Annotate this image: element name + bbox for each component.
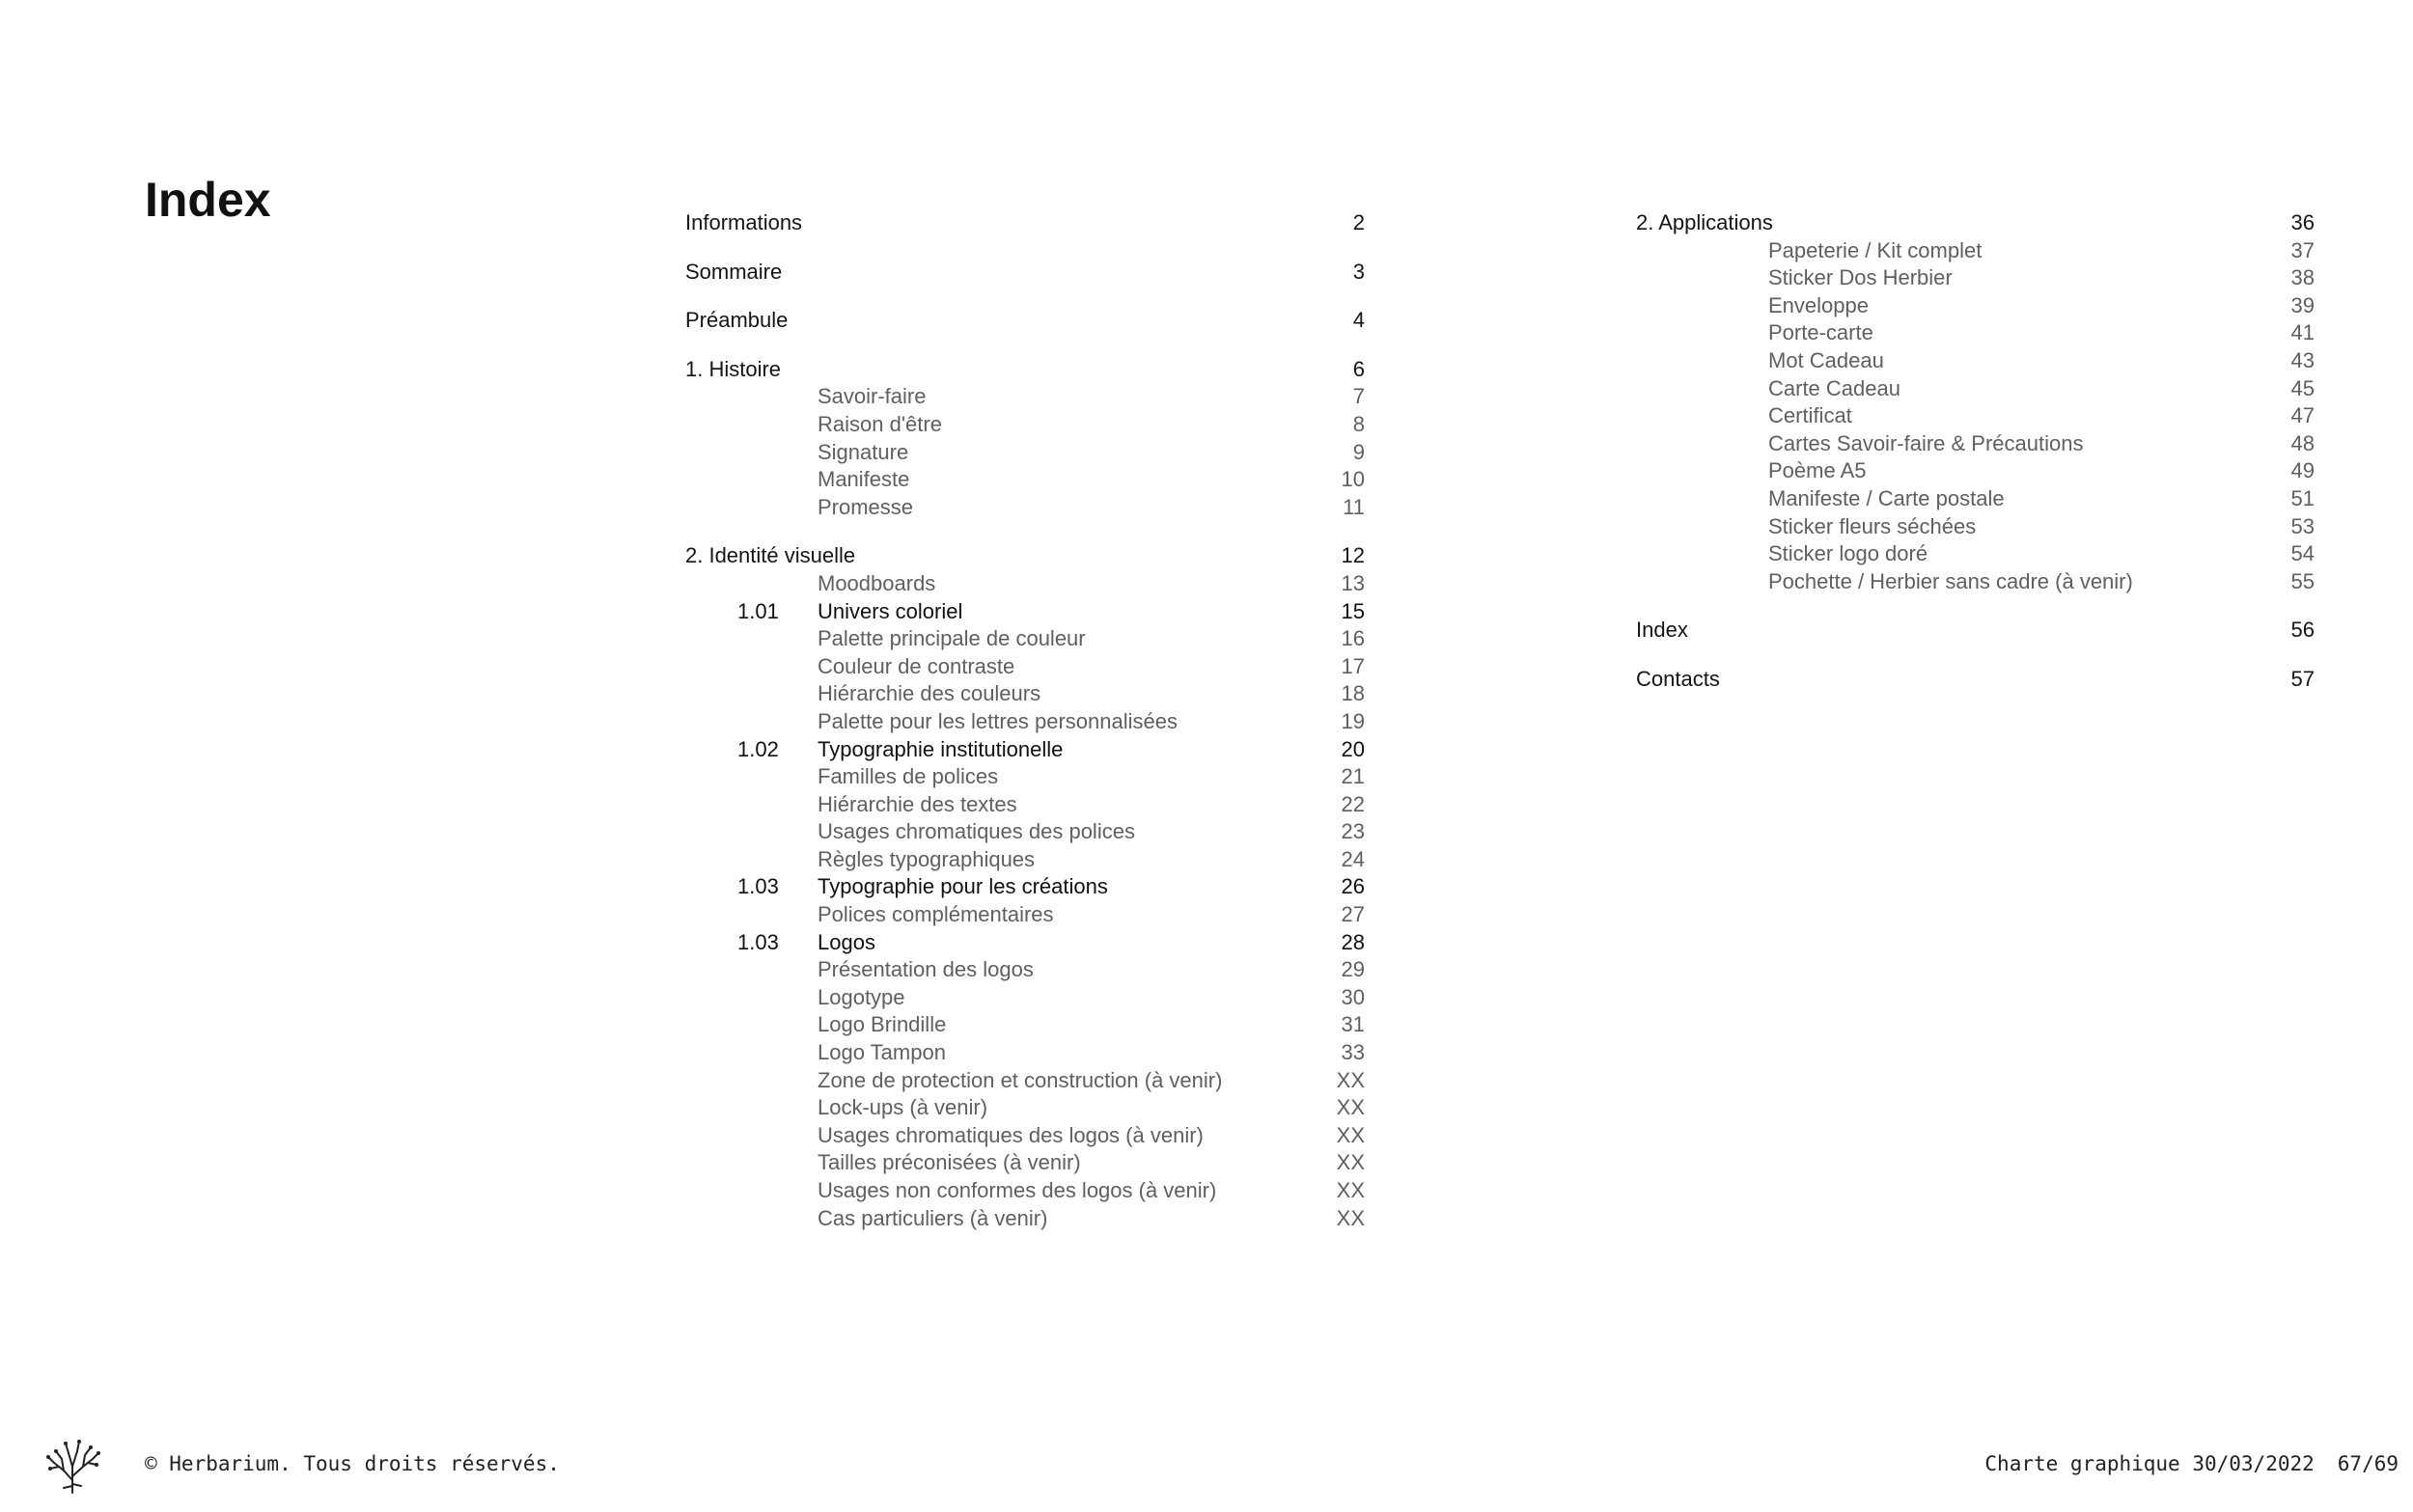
toc-entry — [685, 1094, 1365, 1122]
toc-entry-page: 21 — [1341, 764, 1365, 789]
toc-entry-label: Cartes Savoir-faire & Précautions — [1768, 430, 2084, 455]
herbarium-branch-icon — [42, 1438, 102, 1494]
footer-meta — [1984, 1452, 2399, 1475]
toc-entry — [1636, 402, 2315, 430]
toc-entry — [685, 929, 1365, 957]
toc-entry — [685, 791, 1365, 819]
toc-entry-label: 2. Applications — [1636, 210, 1773, 234]
toc-entry-label: Typographie institutionelle — [818, 736, 1064, 761]
toc-entry-page: 38 — [2290, 265, 2315, 290]
toc-entry-page: 53 — [2290, 513, 2315, 538]
toc-entry-page: XX — [1336, 1067, 1365, 1092]
toc-entry-label: Moodboards — [818, 570, 936, 595]
footer-copyright: © Herbarium. Tous droits réservés. — [145, 1452, 560, 1475]
footer-page-indicator: 67/69 — [2337, 1452, 2399, 1475]
toc-entry-page: 8 — [1352, 411, 1365, 436]
toc-entry — [685, 653, 1365, 681]
toc-entry — [685, 625, 1365, 653]
toc-entry — [1636, 292, 2315, 320]
toc-entry-page: 10 — [1341, 467, 1365, 492]
toc-entry — [1636, 617, 2315, 645]
toc-entry — [685, 984, 1365, 1012]
toc-entry-page: 37 — [2290, 237, 2315, 262]
toc-entry-label: Enveloppe — [1768, 292, 1869, 317]
toc-entry — [685, 818, 1365, 846]
toc-entry-label: Logos — [818, 929, 875, 954]
toc-entry-page: XX — [1336, 1122, 1365, 1147]
toc-entry — [685, 1011, 1365, 1039]
toc-entry — [1636, 347, 2315, 375]
toc-entry-page: 26 — [1341, 874, 1365, 899]
toc-entry-label: Préambule — [685, 308, 789, 333]
toc-entry-label: Sommaire — [685, 259, 783, 284]
toc-entry-label: Tailles préconisées (à venir) — [818, 1150, 1081, 1175]
toc-entry — [685, 708, 1365, 736]
toc-entry-number: 1.02 — [737, 736, 779, 761]
toc-entry-label: Usages non conformes des logos (à venir) — [818, 1178, 1217, 1202]
toc-entry-page: 39 — [2290, 292, 2315, 317]
toc-entry — [685, 598, 1365, 626]
toc-entry-label: Mot Cadeau — [1768, 347, 1884, 372]
toc-entry — [1636, 209, 2315, 237]
toc-entry — [685, 846, 1365, 874]
toc-entry — [685, 680, 1365, 708]
toc-entry-label: 1. Histoire — [685, 356, 782, 381]
toc-entry-label: Zone de protection et construction (à venir) — [818, 1067, 1223, 1092]
toc-entry-page: 30 — [1341, 984, 1365, 1009]
toc-entry-label: Papeterie / Kit complet — [1768, 237, 1983, 262]
toc-entry-page: 6 — [1352, 356, 1365, 381]
toc-entry-page: 36 — [2290, 210, 2315, 234]
toc-entry-page: 31 — [1341, 1012, 1365, 1037]
toc-entry-number: 1.01 — [737, 598, 779, 623]
toc-entry-page: 56 — [2290, 618, 2315, 643]
toc-entry-label: Polices complémentaires — [818, 902, 1054, 927]
page-title: Index — [145, 173, 271, 227]
toc-entry-page: 15 — [1341, 598, 1365, 623]
toc-entry — [685, 1205, 1365, 1233]
toc-entry — [1636, 666, 2315, 694]
toc-entry-page: XX — [1336, 1205, 1365, 1230]
toc-entry-page: 27 — [1341, 902, 1365, 927]
toc-entry-label: Usages chromatiques des polices — [818, 819, 1135, 844]
toc-entry-page: 19 — [1341, 708, 1365, 733]
toc-entry — [1636, 457, 2315, 485]
toc-entry-label: Lock-ups (à venir) — [818, 1095, 988, 1120]
toc-entry — [685, 1039, 1365, 1067]
toc-entry-label: Porte-carte — [1768, 320, 1873, 345]
toc-entry-page: 45 — [2290, 375, 2315, 400]
toc-entry — [685, 542, 1365, 570]
toc-entry — [1636, 237, 2315, 265]
toc-entry-label: Familles de polices — [818, 764, 999, 789]
toc-entry-label: Sticker logo doré — [1768, 541, 1928, 566]
toc-entry-label: Manifeste — [818, 467, 910, 492]
toc-entry — [685, 873, 1365, 901]
toc-entry — [685, 466, 1365, 494]
toc-entry-label: Présentation des logos — [818, 957, 1034, 982]
toc-entry-page: 43 — [2290, 347, 2315, 372]
toc-entry-page: XX — [1336, 1095, 1365, 1120]
toc-entry-page: 55 — [2290, 568, 2315, 593]
toc-entry-label: Hiérarchie des textes — [818, 791, 1017, 816]
toc-entry-page: 16 — [1341, 626, 1365, 651]
toc-entry-label: Usages chromatiques des logos (à venir) — [818, 1122, 1204, 1147]
toc-column-right — [1636, 209, 2315, 694]
toc-entry — [685, 901, 1365, 929]
toc-entry — [1636, 540, 2315, 568]
toc-entry-label: Informations — [685, 210, 803, 234]
toc-column-left — [685, 209, 1365, 1232]
toc-entry-label: Couleur de contraste — [818, 653, 1015, 678]
toc-entry-page: 47 — [2290, 403, 2315, 428]
toc-entry-page: 12 — [1341, 543, 1365, 568]
toc-entry-page: XX — [1336, 1150, 1365, 1175]
toc-entry-label: Savoir-faire — [818, 384, 927, 409]
toc-entry — [685, 411, 1365, 439]
toc-entry-page: 33 — [1341, 1040, 1365, 1065]
toc-entry-number: 1.03 — [737, 929, 779, 954]
toc-entry — [685, 956, 1365, 984]
toc-entry-page: 17 — [1341, 653, 1365, 678]
toc-entry-label: Contacts — [1636, 666, 1720, 691]
toc-entry — [1636, 485, 2315, 513]
toc-entry — [685, 1122, 1365, 1150]
toc-entry-label: Règles typographiques — [818, 846, 1036, 871]
toc-entry — [1636, 264, 2315, 292]
toc-entry-label: Pochette / Herbier sans cadre (à venir) — [1768, 568, 2133, 593]
toc-entry-page: 9 — [1352, 439, 1365, 464]
toc-entry-page: 13 — [1341, 570, 1365, 595]
toc-entry-label: Sticker fleurs séchées — [1768, 513, 1977, 538]
toc-entry-number: 1.03 — [737, 874, 779, 899]
toc-entry-page: 22 — [1341, 791, 1365, 816]
toc-entry — [685, 763, 1365, 791]
toc-entry — [685, 1067, 1365, 1095]
toc-entry — [685, 1149, 1365, 1177]
toc-entry — [1636, 430, 2315, 458]
toc-entry-page: 2 — [1352, 210, 1365, 234]
toc-entry-label: Certificat — [1768, 403, 1852, 428]
toc-entry — [685, 439, 1365, 467]
toc-entry-label: Palette pour les lettres personnalisées — [818, 708, 1178, 733]
toc-entry-label: Carte Cadeau — [1768, 375, 1900, 400]
toc-entry-label: Sticker Dos Herbier — [1768, 265, 1953, 290]
toc-entry-page: 3 — [1352, 259, 1365, 284]
toc-entry-page: 57 — [2290, 666, 2315, 691]
toc-entry — [685, 307, 1365, 335]
toc-entry-page: 18 — [1341, 681, 1365, 706]
footer-doc-title: Charte graphique 30/03/2022 — [1984, 1452, 2315, 1475]
toc-entry-page: 48 — [2290, 430, 2315, 455]
toc-entry — [685, 1177, 1365, 1205]
toc-entry — [685, 736, 1365, 764]
toc-entry-page: 24 — [1341, 846, 1365, 871]
toc-entry — [1636, 319, 2315, 347]
toc-entry — [685, 259, 1365, 287]
toc-entry-label: 2. Identité visuelle — [685, 543, 856, 568]
toc-entry-page: 41 — [2290, 320, 2315, 345]
toc-entry-label: Poème A5 — [1768, 458, 1867, 483]
toc-entry-page: 29 — [1341, 957, 1365, 982]
toc-entry — [1636, 568, 2315, 596]
toc-entry-label: Signature — [818, 439, 909, 464]
toc-entry — [685, 356, 1365, 384]
toc-entry — [685, 383, 1365, 411]
toc-entry-page: 51 — [2290, 485, 2315, 510]
toc-entry-page: 7 — [1352, 384, 1365, 409]
toc-entry-label: Cas particuliers (à venir) — [818, 1205, 1048, 1230]
toc-entry-label: Raison d'être — [818, 411, 942, 436]
toc-entry-page: 49 — [2290, 458, 2315, 483]
toc-entry — [685, 570, 1365, 598]
toc-entry-page: 20 — [1341, 736, 1365, 761]
toc-entry-label: Logotype — [818, 984, 905, 1009]
toc-entry-label: Univers coloriel — [818, 598, 963, 623]
toc-entry-page: 4 — [1352, 308, 1365, 333]
toc-entry-label: Palette principale de couleur — [818, 626, 1086, 651]
toc-entry — [1636, 513, 2315, 541]
toc-entry-label: Logo Tampon — [818, 1040, 946, 1065]
toc-entry-page: 54 — [2290, 541, 2315, 566]
toc-entry-label: Manifeste / Carte postale — [1768, 485, 2005, 510]
toc-entry-label: Typographie pour les créations — [818, 874, 1108, 899]
toc-entry — [685, 209, 1365, 237]
toc-entry-page: 28 — [1341, 929, 1365, 954]
toc-entry-page: 23 — [1341, 819, 1365, 844]
toc-entry — [1636, 375, 2315, 403]
toc-entry-label: Logo Brindille — [818, 1012, 947, 1037]
toc-entry-label: Index — [1636, 618, 1688, 643]
toc-entry — [685, 494, 1365, 522]
toc-entry-label: Hiérarchie des couleurs — [818, 681, 1041, 706]
toc-entry-label: Promesse — [818, 494, 914, 519]
toc-entry-page: 11 — [1343, 494, 1365, 519]
toc-entry-page: XX — [1336, 1178, 1365, 1202]
